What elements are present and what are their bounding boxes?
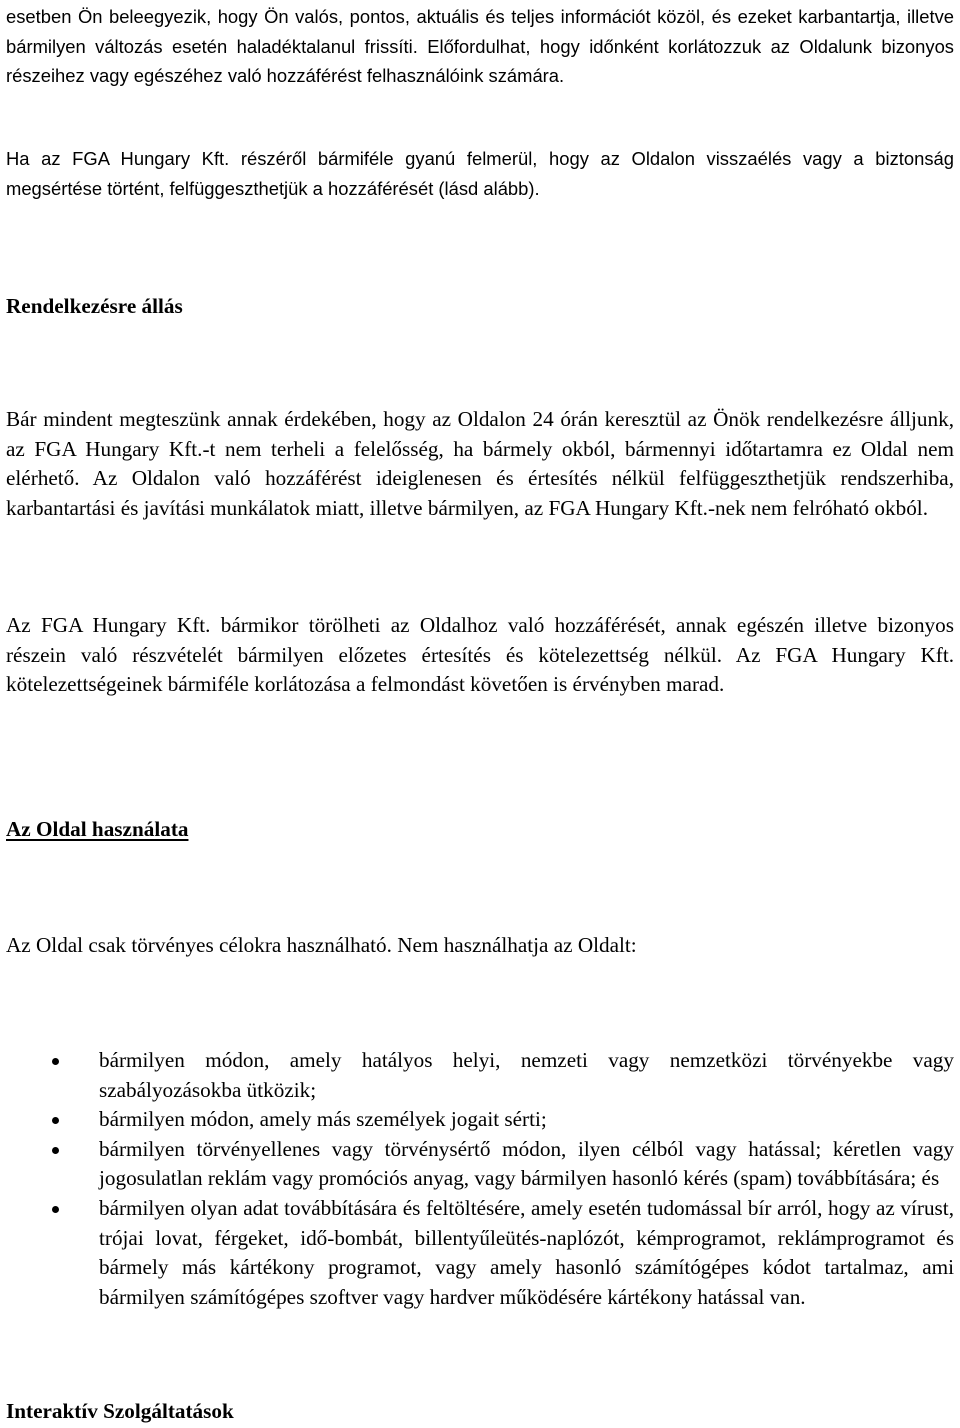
list-item <box>6 1046 954 1105</box>
section-heading-usage-text: Az Oldal használata <box>6 817 189 841</box>
intro-paragraph-2: Ha az FGA Hungary Kft. részéről bármiféle gyanú felmerül, hogy az Oldalon visszaélés vagy a biztonság megsértése történt, felfüggeszthetjük a hozzáférését (lásd alább). <box>6 148 954 199</box>
list-item <box>6 1135 954 1194</box>
intro-paragraph-1: esetben Ön beleegyezik, hogy Ön valós, pontos, aktuális és teljes információt közöl, és ezeket karbantartja, illetve bármilyen változás esetén haladéktalanul frissíti. Előfordulhat, hogy időnként korlátozzuk az Oldalunk bizonyos részeihez vagy egészéhez való hozzáférést felhasználóink számára. <box>6 6 954 86</box>
bullet-icon <box>52 1058 59 1065</box>
list-item-text: bármilyen módon, amely hatályos helyi, nemzeti vagy nemzetközi törvényekbe vagy szabályozásokba ütközik; <box>99 1048 954 1102</box>
list-item-text: bármilyen olyan adat továbbítására és feltöltésére, amely esetén tudomással bír arról, hogy az vírust, trójai lovat, férgeket, idő-bombát, billentyűleütés-naplózót, kémprogramot, reklámprogramot és bármely más kártékony programot, vagy amely hasonló számítógépes kódot tartalmaz, ami bármilyen számítógépes szoftver vagy hardver működésére kártékony hatással van. <box>99 1195 954 1309</box>
list-item <box>6 1194 954 1312</box>
list-item-text: bármilyen törvényellenes vagy törvénysértő módon, ilyen célból vagy hatással; kéretlen vagy jogosulatlan reklám vagy promóciós anyag, vagy bármilyen hasonló kérés (spam) továbbítására; és <box>99 1136 954 1191</box>
usage-restrictions-list <box>6 1046 954 1312</box>
section-heading-availability: Rendelkezésre állás <box>6 294 183 318</box>
usage-intro: Az Oldal csak törvényes célokra használható. Nem használhatja az Oldalt: <box>6 933 637 957</box>
availability-paragraph-2: Az FGA Hungary Kft. bármikor törölheti az Oldalhoz való hozzáférését, annak egészén illetve bizonyos részein való részvételét bármilyen előzetes értesítés és kötelezettség nélkül. Az FGA Hungary Kft. kötelezettségeinek bármiféle korlátozása a felmondást követően is érvényben marad. <box>6 613 954 697</box>
availability-paragraph-1: Bár mindent megteszünk annak érdekében, hogy az Oldalon 24 órán keresztül az Önök rendelkezésre álljunk, az FGA Hungary Kft.-t nem terheli a felelősség, ha bármely okból, bármennyi időtartamra ez Oldal nem elérhető. Az Oldalon való hozzáférést ideiglenesen és értesítés nélkül felfüggeszthetjük rendszerhiba, karbantartási és javítási munkálatok miatt, illetve bármilyen, az FGA Hungary Kft.-nek nem felróható okból. <box>6 407 954 520</box>
section-heading-usage <box>6 815 954 844</box>
bullet-icon <box>52 1206 59 1213</box>
list-item <box>6 1105 954 1135</box>
bullet-icon <box>52 1117 59 1124</box>
list-item-text: bármilyen módon, amely más személyek jogait sérti; <box>99 1107 547 1132</box>
section-heading-interactive-services: Interaktív Szolgáltatások <box>6 1399 234 1423</box>
bullet-icon <box>52 1147 59 1154</box>
